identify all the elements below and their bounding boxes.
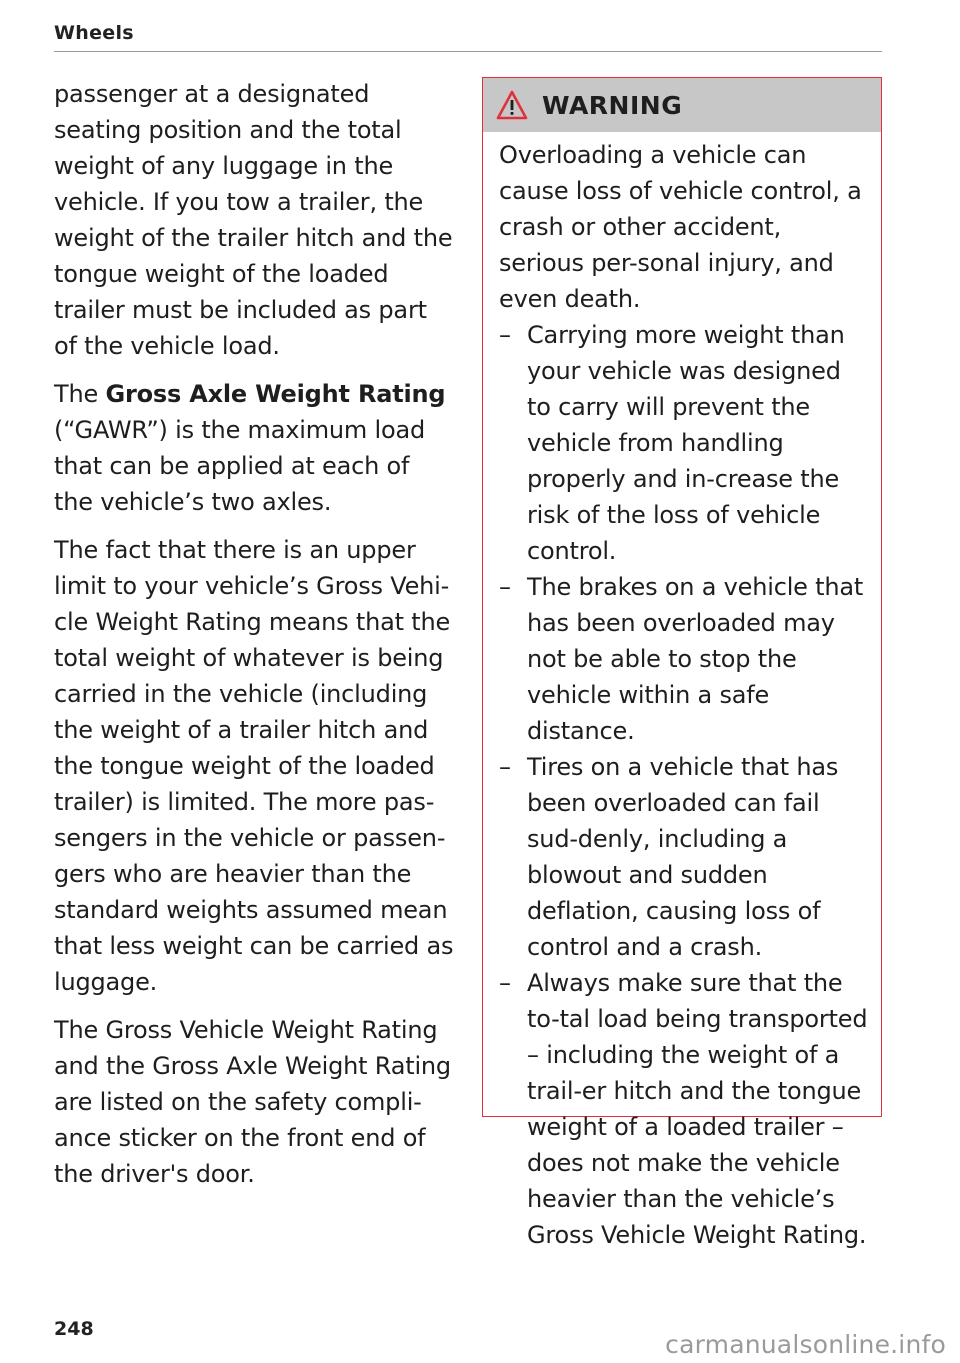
warning-item-text: The brakes on a vehicle that has been overloaded may not be able to stop the vehicle within a safe distance. <box>527 573 864 745</box>
warning-header <box>483 78 881 132</box>
warning-item-text: Carrying more weight than your vehicle was designed to carry will prevent the vehicle from handling properly and in-crease the risk of the loss of vehicle control. <box>527 321 845 565</box>
gawr-prefix: The <box>54 380 106 408</box>
bullet-dash: – <box>499 321 511 349</box>
bullet-dash: – <box>499 573 511 601</box>
paragraph-luggage: passenger at a designated seating position and the total weight of any luggage in the vehicle. If you tow a trailer, the weight of the trailer hitch and the tongue weight of the loaded trailer must be included as part of the vehicle load. <box>54 80 453 360</box>
warning-list <box>499 317 871 1253</box>
section-title: Wheels <box>54 22 134 44</box>
paragraph-upper-limit: The fact that there is an upper limit to your vehicle’s Gross Vehi-cle Weight Rating means that the total weight of whatever is being carried in the vehicle (including the weight of a trailer hitch and the tongue weight of the loaded trailer) is limited. The more pas-sengers in the vehicle or passen-gers who are heavier than the standard weights assumed mean that less weight can be carried as luggage. <box>54 536 454 996</box>
body-text-column <box>54 76 454 1204</box>
warning-item <box>499 749 871 965</box>
warning-item-text: Tires on a vehicle that has been overloaded can fail sud-denly, including a blowout and sudden deflation, causing loss of control and a crash. <box>527 753 839 961</box>
gawr-definition: (“GAWR”) is the maximum load that can be applied at each of the vehicle’s two axles. <box>54 416 426 516</box>
warning-box <box>482 77 882 1249</box>
warning-title: WARNING <box>542 90 683 120</box>
header-rule <box>54 51 882 52</box>
bullet-dash: – <box>499 969 511 997</box>
warning-body <box>483 137 881 1253</box>
gawr-term: Gross Axle Weight Rating <box>105 380 446 408</box>
warning-item <box>499 569 871 749</box>
paragraph-sticker-location: The Gross Vehicle Weight Rating and the Gross Axle Weight Rating are listed on the safety compli-ance sticker on the front end of the driver's door. <box>54 1016 451 1188</box>
paragraph-gawr <box>54 376 454 520</box>
watermark: carmanualsonline.info <box>665 1330 946 1359</box>
warning-triangle-icon <box>496 90 528 120</box>
warning-intro: Overloading a vehicle can cause loss of vehicle control, a crash or other accident, serious per-sonal injury, and even death. <box>499 141 862 313</box>
page-number: 248 <box>54 1318 94 1340</box>
warning-item <box>499 965 871 1253</box>
warning-item <box>499 317 871 569</box>
bullet-dash: – <box>499 753 511 781</box>
warning-item-text: Always make sure that the to-tal load being transported – including the weight of a trail-er hitch and the tongue weight of a loaded trailer – does not make the vehicle heavier than the vehicle’s Gross Vehicle Weight Rating. <box>527 969 868 1249</box>
